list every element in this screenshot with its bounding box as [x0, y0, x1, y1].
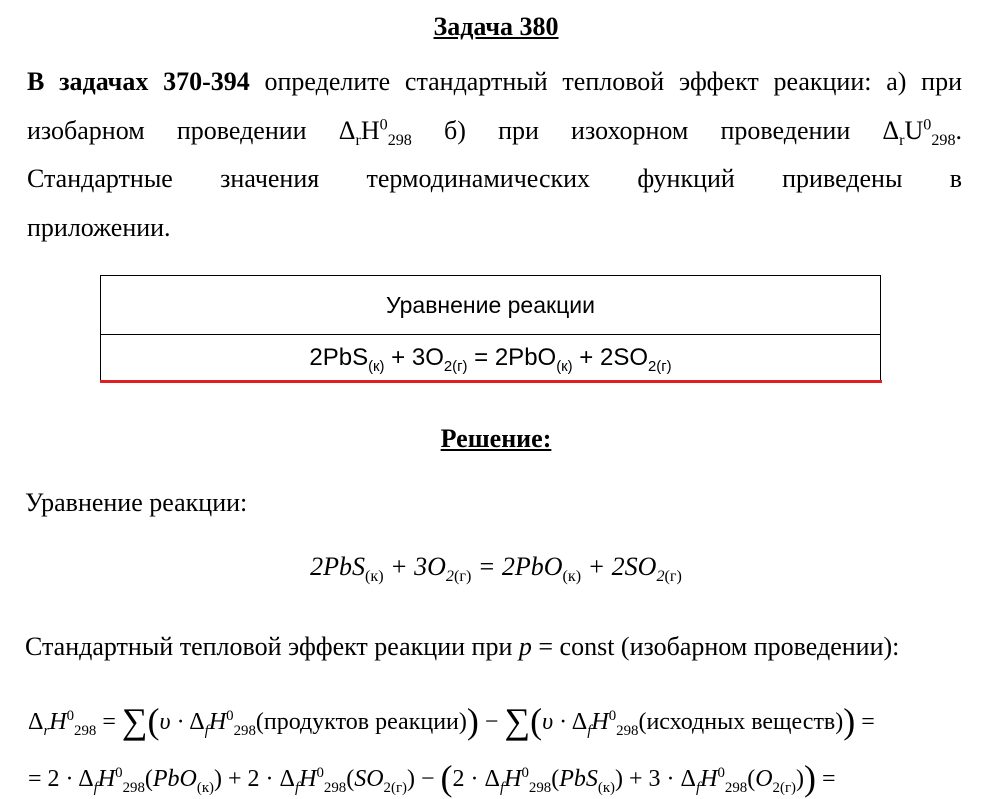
- reaction-table-equation: $2PbS_{(к)} + 3O_{2(г)} = 2PbO_{(к)} + 2SO_{2(г)}$: [101, 335, 881, 382]
- reaction-equation-italic: $2PbS_{(к)} + 3O_{2(г)} = 2PbO_{(к)} + 2SO_{2(г)}$: [310, 552, 682, 586]
- isobaric-text: Стандартный тепловой эффект реакции при p = const (изобарном проведении):: [25, 632, 900, 661]
- intro-line-3: Стандартные значения термодинамических функций приведены в: [27, 164, 962, 193]
- enthalpy-formula-line-1: $\Delta_rH^0_{298} = \sum(\upsilon$ · $\Delta_fH^0_{298}(продуктов$ реакции)) − $\sum(\upsilon \cdot \Delta_fH^0_{298}(исходных$ веществ)) =: [28, 701, 875, 741]
- reaction-table: [100, 275, 881, 382]
- intro-line-1-rest: определите стандартный тепловой эффект реакции: а) при: [249, 67, 962, 96]
- task-intro: [27, 58, 962, 252]
- intro-bold-prefix: В задачах 370-394: [27, 67, 250, 96]
- reaction-label: Уравнение реакции:: [25, 488, 248, 517]
- reaction-table-header: Уравнение реакции: [101, 276, 881, 335]
- spellcheck-underline: [100, 380, 882, 383]
- intro-line-4: приложении.: [27, 212, 171, 242]
- intro-line-2: изобарном проведении $\Delta_rH^0_{298}$ б) при изохорном проведении $\Delta_rU^0_{298}$.: [27, 115, 963, 149]
- task-title: Задача 380: [433, 12, 559, 41]
- intro-line-1: [27, 58, 962, 107]
- solution-title: Решение:: [440, 424, 552, 453]
- enthalpy-formula-line-2: = $2 \cdot \Delta_fH^0_{298}(PbO_{(к)}) + 2 \cdot \Delta_fH^0_{298}(SO_{2(г)}) - (2 \cdot \Delta_fH^0_{298}(PbS_{(к)}) + 3 \cdot \Delta_fH^0_{298}(O_{2(г)}))$ =: [28, 758, 836, 798]
